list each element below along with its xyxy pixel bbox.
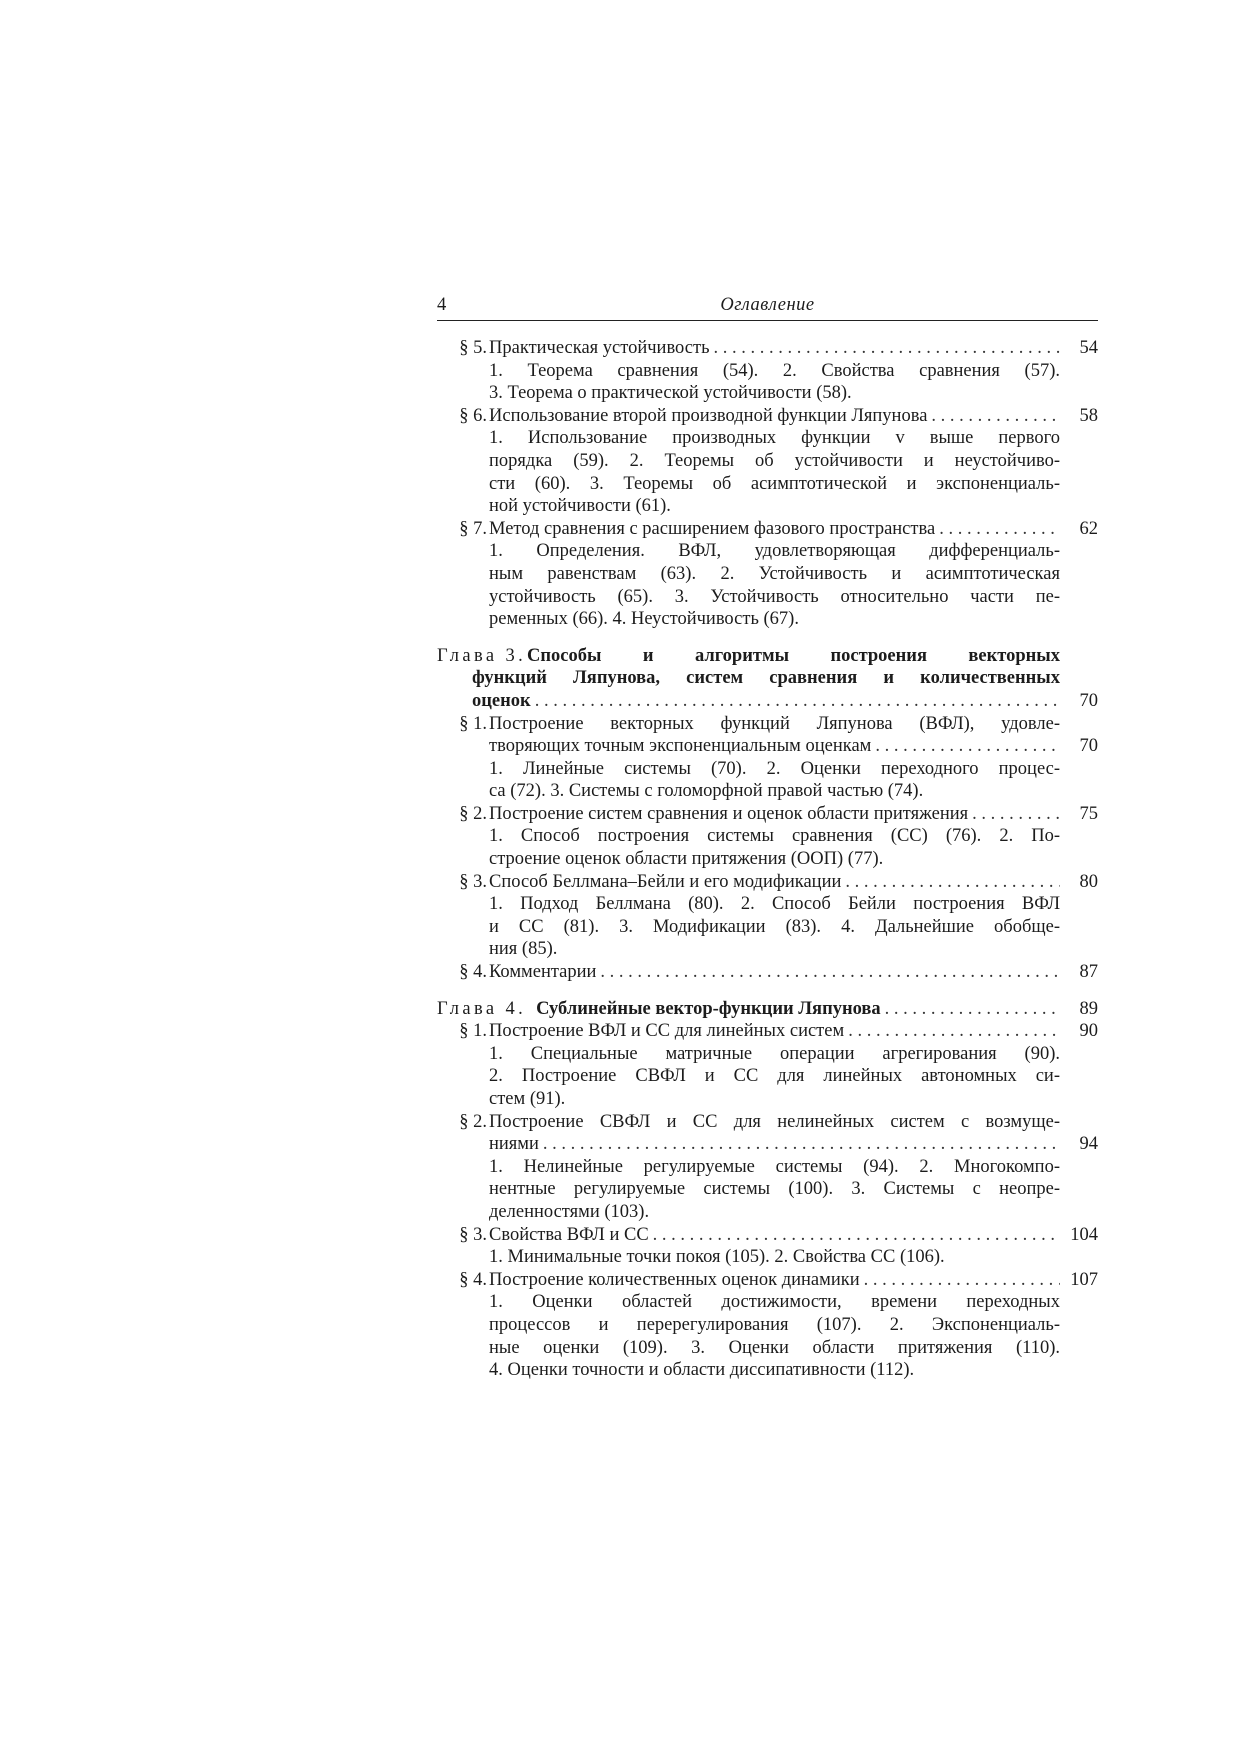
subsection-text: 1. Нелинейные регулируемые системы (94). 2. Многокомпо-	[489, 1156, 1060, 1177]
dot-leader	[710, 337, 1060, 360]
section-entry	[437, 518, 1098, 631]
entry-line	[437, 337, 1098, 360]
section-entry	[437, 1224, 1098, 1269]
subsection-text: ным равенствам (63). 2. Устойчивость и асимптотическая	[489, 563, 1060, 584]
entry-title: Построение количественных оценок динамики	[489, 1269, 860, 1290]
subsection-line	[437, 1178, 1098, 1201]
entry-line	[437, 645, 1098, 668]
entry-title-with-leader	[489, 337, 1060, 360]
subsection-text: сти (60). 3. Теоремы об асимптотической и экспоненциаль-	[489, 473, 1060, 494]
subsection-text: стем (91).	[489, 1089, 566, 1109]
entry-title: Свойства ВФЛ и СС	[489, 1224, 649, 1245]
subsection-line	[437, 916, 1098, 939]
section-entry	[437, 871, 1098, 961]
dot-leader	[841, 871, 1060, 894]
section-number: § 7.	[459, 518, 487, 539]
entry-line	[437, 667, 1098, 690]
entry-line	[437, 998, 1098, 1021]
chapter-title-with-leader	[472, 690, 1060, 713]
dot-leader	[539, 1133, 1060, 1156]
subsection-text: 1. Использование производных функции v выше первого	[489, 428, 1060, 449]
page-ref: 62	[1079, 518, 1098, 539]
subsection-line	[437, 848, 1098, 871]
page-ref: 89	[1079, 998, 1098, 1019]
entry-title: Практическая устойчивость	[489, 338, 710, 358]
chapter-entry	[437, 998, 1098, 1021]
dot-leader	[649, 1224, 1060, 1247]
subsection-text: 1. Оценки областей достижимости, времени переходных	[489, 1292, 1060, 1313]
section-entry	[437, 1020, 1098, 1110]
entry-title: Построение систем сравнения и оценок области притяжения	[489, 803, 969, 824]
page-ref: 70	[1079, 736, 1098, 757]
section-entry	[437, 337, 1098, 405]
entry-title-with-leader	[489, 961, 1060, 984]
subsection-line	[437, 382, 1098, 405]
subsection-line	[437, 1201, 1098, 1224]
entry-title: Способ Беллмана–Бейли и его модификации	[489, 871, 842, 892]
subsection-text: ременных (66). 4. Неустойчивость (67).	[489, 609, 799, 630]
dot-leader	[871, 735, 1060, 758]
section-entry	[437, 1269, 1098, 1382]
subsection-text: 1. Минимальные точки покоя (105). 2. Свойства СС (106).	[489, 1247, 945, 1268]
chapter-title: Способы и алгоритмы построения векторных	[527, 645, 1060, 666]
subsection-line	[437, 360, 1098, 383]
section-entry	[437, 961, 1098, 984]
dot-leader	[531, 690, 1060, 713]
section-entry	[437, 803, 1098, 871]
dot-leader	[881, 998, 1060, 1021]
chapter-entry	[437, 645, 1098, 713]
page-ref: 107	[1070, 1269, 1098, 1290]
subsection-line	[437, 1246, 1098, 1269]
entry-title: творяющих точным экспоненциальным оценкам	[489, 736, 872, 757]
subsection-line	[437, 1088, 1098, 1111]
chapter-title: оценок	[472, 690, 531, 711]
subsection-line	[437, 608, 1098, 631]
subsection-text: 1. Подход Беллмана (80). 2. Способ Бейли построения ВФЛ	[489, 894, 1060, 915]
subsection-text: 1. Линейные системы (70). 2. Оценки переходного процес-	[489, 758, 1060, 779]
subsection-text: устойчивость (65). 3. Устойчивость относительно части пе-	[489, 586, 1060, 607]
entry-title-with-leader	[489, 1133, 1060, 1156]
dot-leader	[927, 405, 1060, 428]
toc-page	[437, 294, 1098, 1382]
entry-line	[437, 1269, 1098, 1292]
dot-leader	[860, 1269, 1060, 1292]
entry-title-with-leader	[489, 1269, 1060, 1292]
subsection-line	[437, 473, 1098, 496]
subsection-line	[437, 1359, 1098, 1382]
entry-title-with-leader	[489, 803, 1060, 826]
subsection-text: 4. Оценки точности и области диссипативности (112).	[489, 1360, 915, 1381]
page-ref: 90	[1079, 1021, 1098, 1042]
entry-title-with-leader	[489, 1020, 1060, 1043]
subsection-text: порядка (59). 2. Теоремы об устойчивости и неустойчиво-	[489, 450, 1060, 471]
page-ref: 94	[1079, 1134, 1098, 1155]
table-of-contents	[437, 337, 1098, 1382]
entry-line	[437, 1111, 1098, 1134]
entry-title-with-leader	[489, 405, 1060, 428]
subsection-line	[437, 938, 1098, 961]
subsection-text: строение оценок области притяжения (ООП) (77).	[489, 849, 884, 870]
section-number: § 2.	[459, 803, 487, 824]
entry-title-with-leader	[489, 1224, 1060, 1247]
entry-title: Комментарии	[489, 962, 597, 983]
entry-title: Использование второй производной функции Ляпунова	[489, 405, 928, 426]
subsection-text: 3. Теорема о практической устойчивости (58).	[489, 383, 852, 404]
dot-leader	[935, 518, 1060, 541]
entry-line	[437, 518, 1098, 541]
section-entry	[437, 1111, 1098, 1224]
entry-title: Построение СВФЛ и СС для нелинейных систем с возмуще-	[489, 1111, 1060, 1132]
entry-title: ниями	[489, 1134, 539, 1155]
entry-line	[437, 1224, 1098, 1247]
chapter-title: функций Ляпунова, систем сравнения и количественных	[472, 668, 1060, 689]
chapter-title: Сублинейные вектор-функции Ляпунова	[536, 998, 881, 1019]
subsection-text: 2. Построение СВФЛ и СС для линейных автономных си-	[489, 1066, 1060, 1087]
subsection-line	[437, 893, 1098, 916]
page-number: 4	[437, 295, 447, 315]
subsection-text: 1. Специальные матричные операции агрегирования (90).	[489, 1043, 1060, 1064]
subsection-line	[437, 825, 1098, 848]
section-number: § 3.	[459, 1224, 487, 1245]
section-number: § 2.	[459, 1111, 487, 1132]
subsection-text: деленностями (103).	[489, 1201, 650, 1222]
entry-title-with-leader	[489, 871, 1060, 894]
entry-line	[437, 713, 1098, 736]
entry-line	[437, 871, 1098, 894]
subsection-text: процессов и перерегулирования (107). 2. Экспоненциаль-	[489, 1314, 1060, 1335]
subsection-text: ния (85).	[489, 939, 558, 960]
page-ref: 75	[1079, 803, 1098, 824]
subsection-line	[437, 1065, 1098, 1088]
subsection-text: 1. Способ построения системы сравнения (СС) (76). 2. По-	[489, 826, 1060, 847]
dot-leader	[844, 1020, 1060, 1043]
subsection-text: ной устойчивости (61).	[489, 496, 671, 517]
subsection-line	[437, 450, 1098, 473]
page-ref: 58	[1079, 405, 1098, 426]
entry-line	[437, 1020, 1098, 1043]
subsection-text: са (72). 3. Системы с голоморфной правой частью (74).	[489, 781, 924, 802]
subsection-line	[437, 1156, 1098, 1179]
entry-line	[437, 803, 1098, 826]
subsection-line	[437, 495, 1098, 518]
entry-line	[437, 961, 1098, 984]
section-number: § 3.	[459, 871, 487, 892]
section-number: § 5.	[459, 338, 487, 358]
entry-line	[437, 1133, 1098, 1156]
subsection-text: ные оценки (109). 3. Оценки области притяжения (110).	[489, 1337, 1060, 1358]
chapter-title-with-leader	[437, 998, 1060, 1021]
entry-title-with-leader	[489, 735, 1060, 758]
page-ref: 54	[1079, 338, 1098, 358]
subsection-line	[437, 427, 1098, 450]
subsection-line	[437, 780, 1098, 803]
entry-line	[437, 735, 1098, 758]
section-number: § 4.	[459, 1269, 487, 1290]
section-entry	[437, 713, 1098, 803]
subsection-text: и СС (81). 3. Модификации (83). 4. Дальнейшие обобще-	[489, 916, 1060, 937]
section-number: § 4.	[459, 962, 487, 983]
running-title: Оглавление	[720, 295, 815, 315]
subsection-line	[437, 1337, 1098, 1360]
section-number: § 1.	[459, 1021, 487, 1042]
subsection-line	[437, 586, 1098, 609]
subsection-line	[437, 1314, 1098, 1337]
page-ref: 70	[1079, 690, 1098, 711]
page-ref: 104	[1070, 1224, 1098, 1245]
subsection-line	[437, 1291, 1098, 1314]
subsection-line	[437, 758, 1098, 781]
entry-title-with-leader	[489, 518, 1060, 541]
entry-line	[437, 690, 1098, 713]
entry-title: Построение ВФЛ и СС для линейных систем	[489, 1021, 845, 1042]
subsection-text: 1. Определения. ВФЛ, удовлетворяющая дифференциаль-	[489, 541, 1060, 562]
entry-title: Построение векторных функций Ляпунова (ВФЛ), удовле-	[489, 713, 1060, 734]
section-number: § 6.	[459, 405, 487, 426]
entry-line	[437, 405, 1098, 428]
subsection-text: 1. Теорема сравнения (54). 2. Свойства сравнения (57).	[489, 360, 1060, 381]
page-ref: 87	[1079, 962, 1098, 983]
subsection-line	[437, 540, 1098, 563]
dot-leader	[596, 961, 1060, 984]
page-ref: 80	[1079, 871, 1098, 892]
subsection-line	[437, 563, 1098, 586]
subsection-line	[437, 1043, 1098, 1066]
dot-leader	[968, 803, 1060, 826]
chapter-label: Глава 3.	[437, 645, 527, 666]
entry-title: Метод сравнения с расширением фазового пространства	[489, 518, 936, 539]
section-entry	[437, 405, 1098, 518]
section-number: § 1.	[459, 713, 487, 734]
running-header	[437, 294, 1098, 321]
chapter-label: Глава 4.	[437, 998, 527, 1019]
subsection-text: нентные регулируемые системы (100). 3. Системы с неопре-	[489, 1179, 1060, 1200]
